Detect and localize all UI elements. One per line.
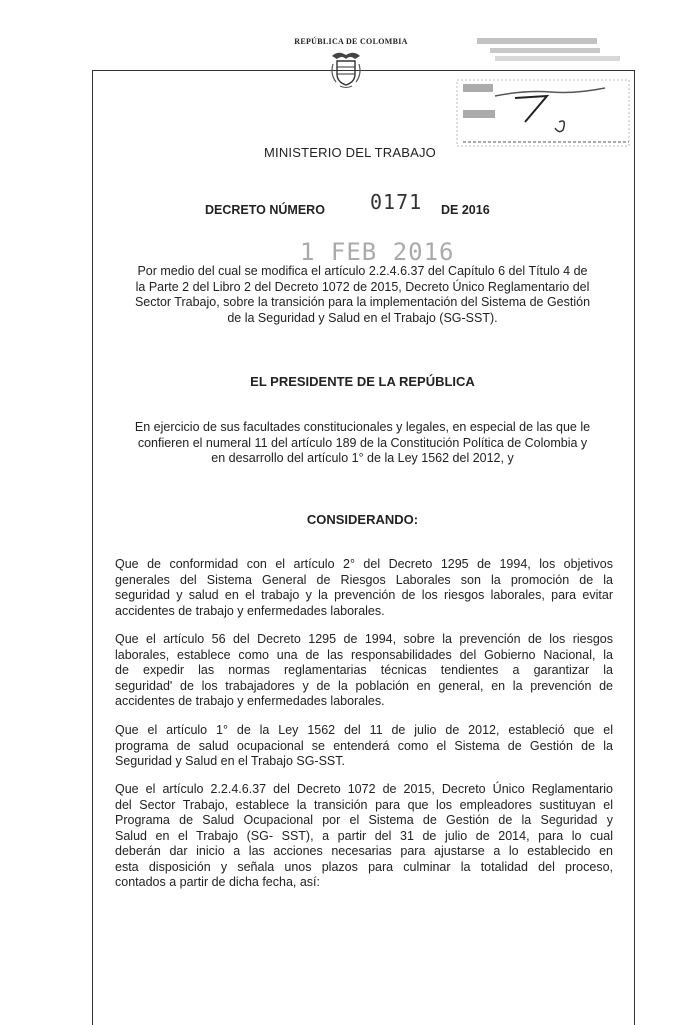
paragraph-line: de expedir las normas reglamentarias técnicas tendientes a garantizar la (115, 663, 613, 677)
considerando-paragraph-2 (115, 632, 613, 710)
paragraph-line: seguridad' de los trabajadores y de la población en general, en la prevención de (115, 678, 613, 693)
paragraph-line: Que el artículo 2.2.4.6.37 del Decreto 1072 de 2015, Decreto Único Reglamentario (115, 782, 613, 796)
considerando-paragraph-4 (115, 782, 613, 891)
paragraph-line: accidentes de trabajo y enfermedades laborales. (115, 603, 385, 618)
paragraph-line: Que el artículo 1° de la Ley 1562 del 11 de julio de 2012, estableció que el (115, 723, 613, 737)
decree-year: DE 2016 (441, 203, 490, 217)
paragraph-line: accidentes de trabajo y enfermedades laborales. (115, 694, 385, 708)
paragraph-line: Seguridad y Salud en el Trabajo SG-SST. (115, 754, 345, 768)
paragraph-line: deberán dar inicio a las acciones necesarias para ajustarse a lo establecido en (115, 844, 613, 858)
paragraph-line: Programa de Salud Ocupacional por el Sistema de Gestión de la Seguridad y (115, 813, 613, 827)
paragraph-line: contados a partir de dicha fecha, así: (115, 875, 320, 889)
coat-of-arms-icon (328, 50, 364, 90)
decree-label: DECRETO NÚMERO (205, 203, 325, 217)
powers-line: confieren el numeral 11 del artículo 189 de la Constitución Política de Colombia y (137, 435, 588, 450)
summary-line: Sector Trabajo, sobre la transición para la implementación del Sistema de Gestión (134, 295, 591, 309)
considerando-paragraph-1 (115, 557, 613, 619)
ministry-title: MINISTERIO DEL TRABAJO (264, 145, 436, 160)
decree-number: 0171 (370, 190, 423, 214)
summary-line: de la Seguridad y Salud en el Trabajo (SG-SST). (227, 310, 498, 325)
paragraph-line: Que el artículo 56 del Decreto 1295 de 1994, sobre la prevención de los riesgos (115, 632, 613, 646)
paragraph-line: programa de salud ocupacional se entenderá como el Sistema de Gestión de la (115, 738, 613, 753)
paragraph-line: generales del Sistema General de Riesgos Laborales son la promoción de la (115, 572, 613, 587)
president-heading: EL PRESIDENTE DE LA REPÚBLICA (250, 374, 475, 389)
paragraph-line: seguridad y salud en el trabajo y la prevención de los riesgos laborales, para evitar (115, 588, 613, 602)
paragraph-line: del Sector Trabajo, establece la transición para que los empleadores sustituyan el (115, 797, 613, 812)
summary-line: Por medio del cual se modifica el artículo 2.2.4.6.37 del Capítulo 6 del Título 4 de (137, 264, 588, 278)
powers-line: En ejercicio de sus facultades constitucionales y legales, en especial de las que le (134, 420, 591, 434)
paragraph-line: Que de conformidad con el artículo 2° del Decreto 1295 de 1994, los objetivos (115, 557, 613, 571)
powers-line: en desarrollo del artículo 1° de la Ley 1562 del 2012, y (211, 451, 514, 465)
powers-paragraph (100, 420, 625, 467)
considerando-paragraph-3 (115, 723, 613, 770)
paragraph-line: Salud en el Trabajo (SG- SST), a partir del 31 de julio de 2014, para lo cual (115, 828, 613, 843)
decree-summary (100, 264, 625, 326)
summary-line: la Parte 2 del Libro 2 del Decreto 1072 de 2015, Decreto Único Reglamentario del (135, 279, 590, 294)
considerando-heading: CONSIDERANDO: (306, 512, 419, 527)
republic-heading: REPÚBLICA DE COLOMBIA (294, 37, 408, 46)
reception-stamp-icon (455, 38, 635, 148)
paragraph-line: laborales, establece como una de las responsabilidades del Gobierno Nacional, la (115, 647, 613, 662)
paragraph-line: esta disposición y señala unos plazos para culminar la totalidad del proceso, (115, 859, 613, 874)
date-stamp: 1 FEB 2016 (300, 238, 455, 266)
